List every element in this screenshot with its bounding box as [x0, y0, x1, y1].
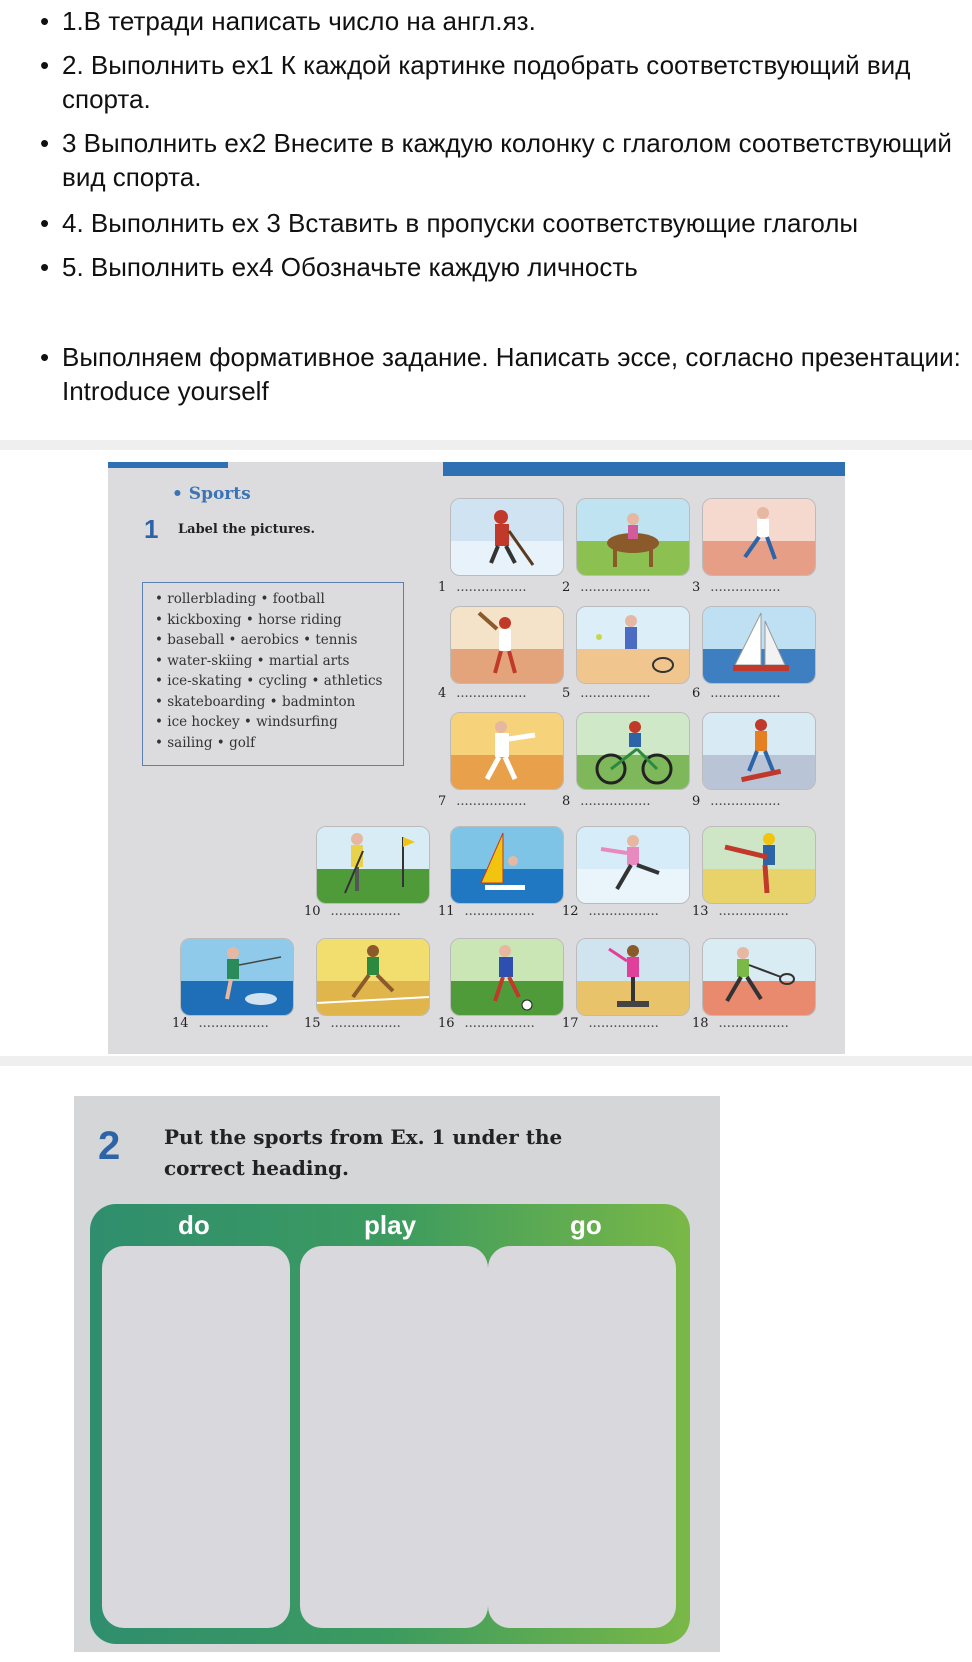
kickboxing-picture [702, 826, 816, 904]
task-text: 5. Выполнить ex4 Обозначьте каждую личность [62, 252, 638, 282]
task-item: • 3 Выполнить ex2 Внесите в каждую колонку с глаголом соответствующий вид спорта. [40, 128, 952, 192]
ice-skating-picture [576, 826, 690, 904]
exercise-instruction: Label the pictures. [178, 522, 316, 537]
divider [0, 1056, 972, 1066]
task-item: • 5. Выполнить ex4 Обозначьте каждую личность [40, 252, 638, 282]
task-text: 1.В тетради написать число на англ.яз. [62, 6, 536, 36]
task-item: • 1.В тетради написать число на англ.яз. [40, 6, 536, 36]
word-line: • baseball • aerobics • tennis [155, 632, 358, 648]
picture-label-14: 14 ................. [172, 1016, 269, 1031]
skateboarding-picture [702, 712, 816, 790]
picture-label-8: 8 ................. [562, 794, 651, 809]
header-band [108, 462, 228, 468]
martial-arts-picture [450, 712, 564, 790]
divider [0, 440, 972, 450]
picture-label-16: 16 ................. [438, 1016, 535, 1031]
exercise-1-photo [108, 462, 845, 1054]
picture-label-17: 17 ................. [562, 1016, 659, 1031]
word-box [142, 582, 404, 766]
exercise-number: 2 [98, 1124, 121, 1168]
picture-label-5: 5 ................. [562, 686, 651, 701]
exercise-2-photo [74, 1096, 720, 1652]
task-item: • Выполняем формативное задание. Написать эссе, согласно презентации: Introduce yourself [40, 342, 961, 406]
word-line: • ice-skating • cycling • athletics [155, 673, 383, 689]
golf-picture [316, 826, 430, 904]
task-item: • 4. Выполнить ex 3 Вставить в пропуски соответствующие глаголы [40, 208, 859, 238]
badminton-picture [702, 938, 816, 1016]
baseball-picture [450, 606, 564, 684]
rollerblading-picture [702, 498, 816, 576]
picture-label-2: 2 ................. [562, 580, 651, 595]
picture-label-12: 12 ................. [562, 904, 659, 919]
exercise-number: 1 [144, 514, 159, 544]
picture-label-15: 15 ................. [304, 1016, 401, 1031]
word-line: • kickboxing • horse riding [155, 611, 342, 628]
picture-label-1: 1 ................. [438, 580, 527, 595]
windsurfing-picture [450, 826, 564, 904]
column-heading-do: do [178, 1210, 210, 1240]
picture-label-10: 10 ................. [304, 904, 401, 919]
task-text: Выполняем формативное задание. Написать эссе, согласно презентации: Introduce yourself [62, 342, 961, 406]
task-item: • 2. Выполнить ex1 К каждой картинке подобрать соответствующий вид спорта. [40, 50, 911, 114]
section-heading: • Sports [172, 484, 251, 504]
picture-label-11: 11 ................. [438, 904, 535, 919]
answer-column-go [488, 1246, 676, 1628]
picture-label-7: 7 ................. [438, 794, 527, 809]
task-text: 3 Выполнить ex2 Внесите в каждую колонку с глаголом соответствующий вид спорта. [62, 128, 952, 192]
football-picture [450, 938, 564, 1016]
word-line: • skateboarding • badminton [155, 693, 356, 710]
column-heading-go: go [570, 1210, 602, 1240]
tennis-picture [576, 606, 690, 684]
picture-label-13: 13 ................. [692, 904, 789, 919]
picture-label-9: 9 ................. [692, 794, 781, 809]
column-heading-play: play [364, 1210, 417, 1240]
header-band [443, 462, 845, 476]
water-skiing-picture [180, 938, 294, 1016]
word-line: • sailing • golf [155, 734, 256, 751]
picture-label-3: 3 ................. [692, 580, 781, 595]
answer-column-do [102, 1246, 290, 1628]
task-text: 2. Выполнить ex1 К каждой картинке подобрать соответствующий вид спорта. [62, 50, 911, 114]
ice-hockey-picture [450, 498, 564, 576]
word-line: • rollerblading • football [155, 591, 325, 607]
task-text: 4. Выполнить ex 3 Вставить в пропуски соответствующие глаголы [62, 208, 859, 238]
athletics-picture [316, 938, 430, 1016]
aerobics-picture [576, 938, 690, 1016]
word-line: • water-skiing • martial arts [155, 652, 350, 669]
cycling-picture [576, 712, 690, 790]
picture-label-18: 18 ................. [692, 1016, 789, 1031]
word-line: • ice hockey • windsurfing [155, 714, 338, 730]
answer-column-play [300, 1246, 488, 1628]
picture-label-6: 6 ................. [692, 686, 781, 701]
sailing-picture [702, 606, 816, 684]
horse-riding-picture [576, 498, 690, 576]
exercise-instruction: Put the sports from Ex. 1 under the correct heading. [164, 1125, 563, 1180]
picture-label-4: 4 ................. [438, 686, 527, 701]
